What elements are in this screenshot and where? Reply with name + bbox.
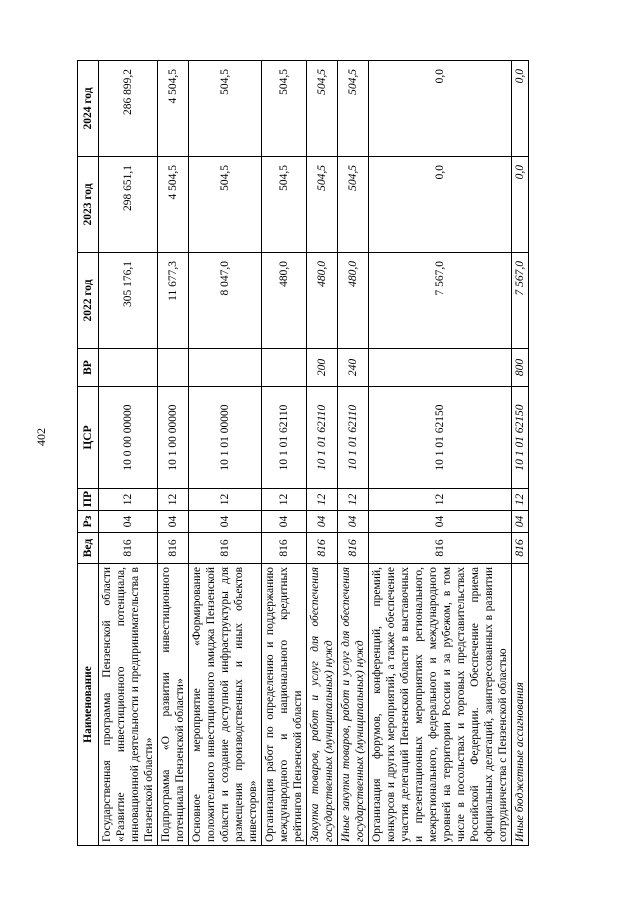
cell-name: Иные бюджетные ассигнования — [512, 564, 529, 846]
cell-name: Организация форумов, конференций, премий, конкурсов и других мероприятий, а также обеспечение участия делегаций Пензенской области в выставочных и презентационных мероприятиях регионального, межрегионального, федерального и международного уровней на территории России и за рубежом, в том числе в посольствах и торговых представительствах Российской Федерации. Обеспечение приема официальных делегаций, заинтересованных в развитии сотрудничества с Пензенской областью — [369, 564, 512, 846]
cell-pr: 12 — [369, 489, 512, 511]
cell-ved: 816 — [512, 533, 529, 564]
cell-2024: 0,0 — [369, 61, 512, 157]
cell-2022: 480,0 — [307, 253, 338, 349]
cell-ved: 816 — [189, 533, 262, 564]
table-row — [99, 61, 158, 846]
cell-ved: 816 — [369, 533, 512, 564]
cell-rz: 04 — [189, 511, 262, 533]
cell-2022: 480,0 — [338, 253, 369, 349]
header-ved: Вед — [78, 533, 99, 564]
cell-pr: 12 — [158, 489, 189, 511]
cell-2023: 504,5 — [262, 157, 307, 253]
cell-ved: 816 — [262, 533, 307, 564]
cell-2024: 504,5 — [307, 61, 338, 157]
cell-2022: 305 176,1 — [99, 253, 158, 349]
table-header-row — [78, 61, 99, 846]
cell-rz: 04 — [262, 511, 307, 533]
header-vr: ВР — [78, 349, 99, 387]
cell-2024: 504,5 — [338, 61, 369, 157]
cell-2022: 480,0 — [262, 253, 307, 349]
cell-rz: 04 — [369, 511, 512, 533]
header-pr: ПР — [78, 489, 99, 511]
cell-pr: 12 — [338, 489, 369, 511]
cell-csr: 10 1 01 62110 — [262, 387, 307, 489]
cell-2023: 298 651,1 — [99, 157, 158, 253]
cell-pr: 12 — [512, 489, 529, 511]
table-row — [369, 61, 512, 846]
table-row — [189, 61, 262, 846]
cell-ved: 816 — [99, 533, 158, 564]
page-number: 402 — [34, 428, 48, 446]
table-row — [158, 61, 189, 846]
cell-csr: 10 1 00 00000 — [158, 387, 189, 489]
cell-csr: 10 1 01 00000 — [189, 387, 262, 489]
cell-rz: 04 — [512, 511, 529, 533]
header-2024: 2024 год — [78, 61, 99, 157]
table-body — [99, 61, 529, 846]
cell-name: Подпрограмма «О развитии инвестиционного потенциала Пензенской области» — [158, 564, 189, 846]
header-csr: ЦСР — [78, 387, 99, 489]
cell-2024: 504,5 — [189, 61, 262, 157]
cell-vr — [189, 349, 262, 387]
cell-2022: 7 567,0 — [512, 253, 529, 349]
cell-csr: 10 0 00 00000 — [99, 387, 158, 489]
cell-2023: 504,5 — [338, 157, 369, 253]
cell-pr: 12 — [262, 489, 307, 511]
budget-table — [77, 60, 529, 846]
cell-ved: 816 — [307, 533, 338, 564]
cell-ved: 816 — [158, 533, 189, 564]
cell-name: Основное мероприятие «Формирование положительного инвестиционного имиджа Пензенской области и создание доступной инфраструктуры для размещения производственных и иных объектов инвесторов» — [189, 564, 262, 846]
cell-name: Закупка товаров, работ и услуг для обеспечения государственных (муниципальных) нужд — [307, 564, 338, 846]
cell-2024: 504,5 — [262, 61, 307, 157]
cell-2022: 8 047,0 — [189, 253, 262, 349]
table-row — [512, 61, 529, 846]
cell-2023: 504,5 — [307, 157, 338, 253]
cell-2023: 0,0 — [512, 157, 529, 253]
cell-name: Организация работ по определению и поддержанию международного и национального кредитных рейтингов Пензенской области — [262, 564, 307, 846]
cell-vr — [262, 349, 307, 387]
cell-2022: 7 567,0 — [369, 253, 512, 349]
cell-2024: 4 504,5 — [158, 61, 189, 157]
cell-csr: 10 1 01 62110 — [307, 387, 338, 489]
table-row — [262, 61, 307, 846]
cell-rz: 04 — [338, 511, 369, 533]
header-rz: Рз — [78, 511, 99, 533]
cell-rz: 04 — [99, 511, 158, 533]
cell-2024: 0,0 — [512, 61, 529, 157]
cell-vr: 200 — [307, 349, 338, 387]
header-2022: 2022 год — [78, 253, 99, 349]
cell-vr — [158, 349, 189, 387]
cell-name: Государственная программа Пензенской области «Развитие инвестиционного потенциала, инновационной деятельности и предпринимательства в Пензенской области» — [99, 564, 158, 846]
cell-csr: 10 1 01 62150 — [512, 387, 529, 489]
table-row — [307, 61, 338, 846]
cell-2023: 504,5 — [189, 157, 262, 253]
header-name: Наименование — [78, 564, 99, 846]
cell-csr: 10 1 01 62150 — [369, 387, 512, 489]
cell-vr: 240 — [338, 349, 369, 387]
cell-csr: 10 1 01 62110 — [338, 387, 369, 489]
cell-vr — [99, 349, 158, 387]
cell-rz: 04 — [307, 511, 338, 533]
cell-ved: 816 — [338, 533, 369, 564]
cell-vr — [369, 349, 512, 387]
cell-vr: 800 — [512, 349, 529, 387]
cell-pr: 12 — [189, 489, 262, 511]
cell-pr: 12 — [99, 489, 158, 511]
cell-pr: 12 — [307, 489, 338, 511]
cell-rz: 04 — [158, 511, 189, 533]
cell-2023: 4 504,5 — [158, 157, 189, 253]
budget-table-container — [77, 61, 527, 846]
cell-2022: 11 677,3 — [158, 253, 189, 349]
header-2023: 2023 год — [78, 157, 99, 253]
cell-2024: 286 899,2 — [99, 61, 158, 157]
cell-name: Иные закупки товаров, работ и услуг для обеспечения государственных (муниципальных) нужд — [338, 564, 369, 846]
table-row — [338, 61, 369, 846]
cell-2023: 0,0 — [369, 157, 512, 253]
